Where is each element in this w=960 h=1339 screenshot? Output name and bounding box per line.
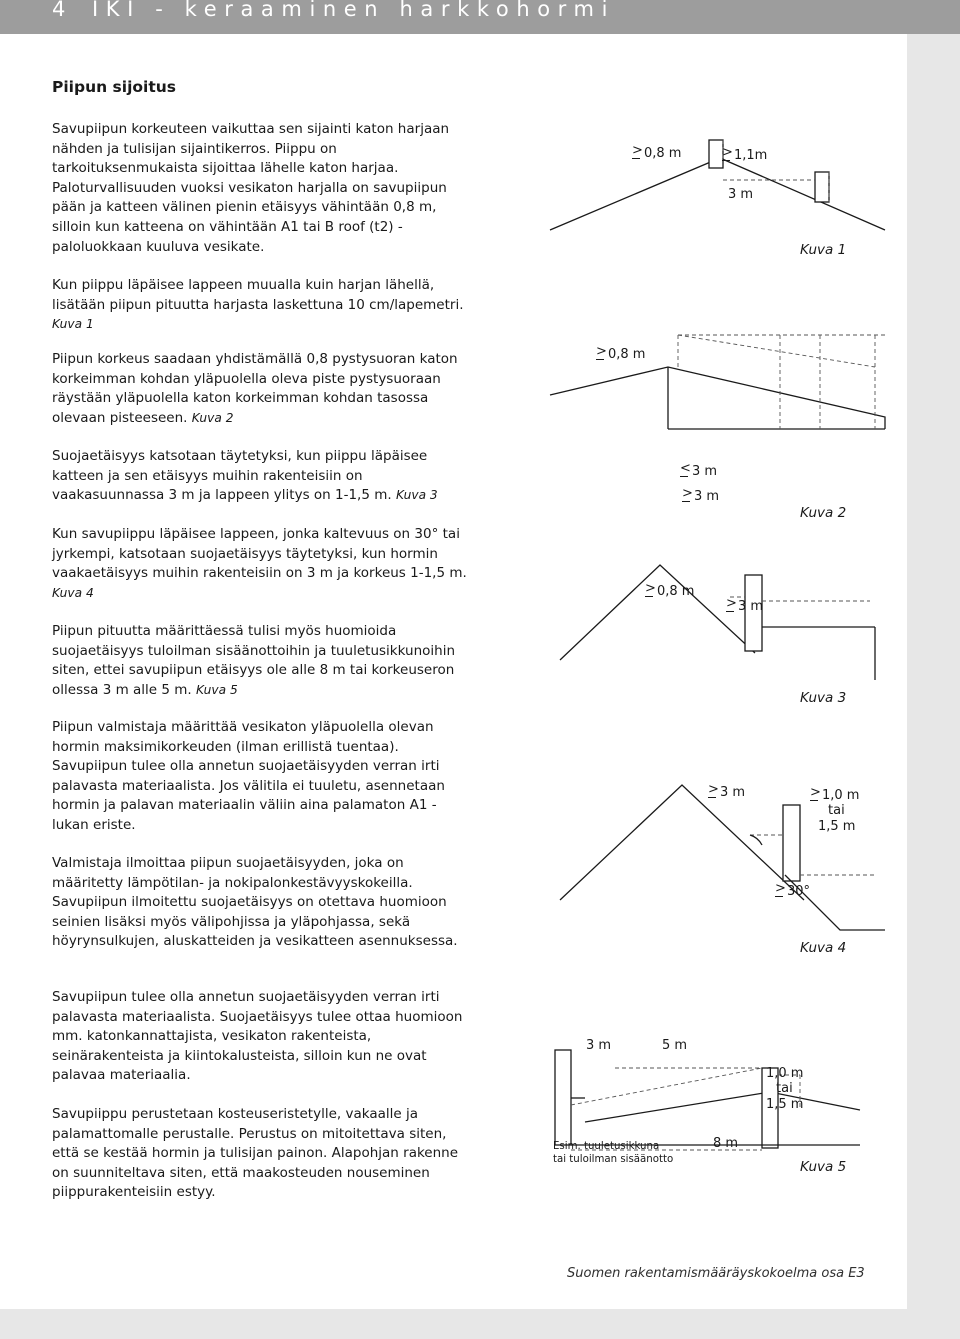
fig4-caption: Kuva 4 xyxy=(800,940,847,956)
right-margin-band xyxy=(907,34,960,1339)
figure-ref: Kuva 5 xyxy=(196,682,238,697)
paragraph-8-text: Valmistaja ilmoittaa piipun suojaetäisyyden, joka on määritetty lämpötilan- ja nokipalonkestävyyskokeilla. Savupiipun ilmoitettu suojaetäisyys on otettava huomioon seinien lisäksi myös välipohjissa ja yläpohjassa, sekä höyrynsulkujen, aluskatteiden ja vesikatteen asennuksessa. xyxy=(52,855,458,950)
fig1-label-a: >0,8 m xyxy=(632,145,681,161)
figure-ref: Kuva 4 xyxy=(52,585,94,600)
paragraph-10-text: Savupiippu perustetaan kosteuseristetylle, vakaalle ja palamattomalle perustalle. Perustus on mitoitettava siten, että se kestää hormin ja tulisijan painon. Alapohjan rakenne on suunniteltava siten, että maakosteuden nouseminen piippurakenteisiin estyy. xyxy=(52,1106,459,1201)
roof-outline xyxy=(550,367,885,429)
page-number: 4 xyxy=(52,0,68,21)
paragraph-2 xyxy=(52,276,472,335)
chimney-slope xyxy=(815,172,829,202)
fig1-caption: Kuva 1 xyxy=(800,242,847,258)
fig5-label-d: 8 m xyxy=(713,1136,739,1151)
fig2-label-b: <3 m xyxy=(680,463,717,479)
fig5-note-1: Esim. tuuletusikkuna xyxy=(553,1141,660,1152)
fig3-label-a: >0,8 m xyxy=(645,583,694,599)
figure-ref: Kuva 2 xyxy=(191,410,234,425)
fig5-label-b: 5 m xyxy=(662,1038,688,1053)
fig4-label-b1: > 1,0 m xyxy=(810,787,859,803)
footer-citation: Suomen rakentamismääräyskokoelma osa E3 xyxy=(567,1266,865,1281)
fig5-caption: Kuva 5 xyxy=(800,1159,847,1175)
fig4-label-b3: 1,5 m xyxy=(818,819,856,834)
bottom-band xyxy=(0,1309,960,1339)
paragraph-9-text: Savupiipun tulee olla annetun suojaetäisyyden verran irti palavasta materiaalista. Suojaetäisyys tulee ottaa huomioon mm. katonkannattajista, vesikaton rakenteista, seinärakenteista ja kiintokalusteista, silloin kun ne ovat palavaa materiaalia. xyxy=(52,989,463,1084)
fig3-label-b: >3 m xyxy=(726,598,763,614)
fig5-label-c1: 1,0 m xyxy=(766,1066,804,1081)
fig5-note-2: tai tuloilman sisäänotto xyxy=(553,1154,674,1165)
paragraph-6 xyxy=(52,622,472,700)
fig1-label-c: 3 m xyxy=(728,187,754,202)
figure-1-diagram xyxy=(540,120,910,270)
paragraph-10 xyxy=(52,1105,472,1203)
fig2-label-a: >0,8 m xyxy=(596,346,645,362)
paragraph-1 xyxy=(52,120,472,257)
paragraph-6-text: Piipun pituutta määrittäessä tulisi myös huomioida suojaetäisyys tuloilman sisäänottoihin ja tuuletusikkunoihin siten, ettei savupiipun etäisyys ole alle 8 m tai korkeuseron ollessa 3 m alle 5 m. xyxy=(52,623,456,698)
paragraph-1-text: Savupiipun korkeuteen vaikuttaa sen sijainti katon harjaan nähden ja tulisijan sijaintikerros. Piippu on tarkoituksenmukaista sijoittaa lähelle katon harjaa. Paloturvallisuuden vuoksi vesikaton harjalla on savupiipun pään ja katteen välinen pienin etäisyys vähintään 0,8 m, silloin kun katteena on vähintään A1 tai B roof (t2) - paloluokkaan kuuluva vesikate. xyxy=(52,121,450,255)
fig2-label-c: >3 m xyxy=(682,488,719,504)
chimney-ridge xyxy=(709,140,723,168)
paragraph-3-text: Piipun korkeus saadaan yhdistämällä 0,8 pystysuoran katon korkeimman kohdan yläpuolella oleva piste pystysuoraan räystään yläpuolella katon korkeimman kohdan tasossa olevaan pisteeseen. xyxy=(52,351,458,426)
building-wall xyxy=(555,1050,571,1145)
roof-outline xyxy=(585,1092,860,1122)
paragraph-4-text: Suojaetäisyys katsotaan täytetyksi, kun piippu läpäisee katteen ja sen etäisyys muihin rakenteisiin on vaakasuunnassa 3 m ja lappeen ylitys on 1-1,5 m. xyxy=(52,448,428,504)
section-title: Piipun sijoitus xyxy=(52,78,177,96)
angle-arc xyxy=(750,835,762,845)
paragraph-9 xyxy=(52,988,472,1086)
fig5-label-a: 3 m xyxy=(586,1038,612,1053)
paragraph-8 xyxy=(52,854,472,952)
chimney xyxy=(783,805,800,881)
header-title: IKI - keraaminen harkkohormi xyxy=(92,0,616,21)
roof-outline xyxy=(550,158,885,230)
page-header xyxy=(0,0,960,34)
fig2-caption: Kuva 2 xyxy=(800,505,847,521)
dim-line xyxy=(571,1068,762,1105)
paragraph-7-text: Piipun valmistaja määrittää vesikaton yläpuolella olevan hormin maksimikorkeuden (ilman erillistä tuentaa). Savupiipun tulee olla annetun suojaetäisyyden verran irti palavasta materiaalista. Jos välitila ei tuuletu, asennetaan hormin ja palavan materiaalin väliin aina palamaton A1 -lukan eriste. xyxy=(52,719,445,833)
fig4-label-c: >30° xyxy=(775,883,810,899)
slope-line xyxy=(678,335,875,367)
paragraph-3 xyxy=(52,350,472,428)
paragraph-2-text: Kun piippu läpäisee lappeen muualla kuin harjan lähellä, lisätään piipun pituutta harjasta laskettuna 10 cm/lapemetri. xyxy=(52,277,464,313)
fig5-label-c2: tai xyxy=(776,1081,793,1096)
paragraph-5 xyxy=(52,525,472,603)
fig3-caption: Kuva 3 xyxy=(800,690,847,706)
figure-2-diagram xyxy=(540,325,910,435)
paragraph-7 xyxy=(52,718,472,836)
fig4-label-a: >3 m xyxy=(708,784,745,800)
paragraph-4 xyxy=(52,447,472,506)
figure-ref: Kuva 3 xyxy=(395,488,438,503)
figure-3-diagram xyxy=(540,555,910,695)
fig5-label-c3: 1,5 m xyxy=(766,1097,804,1112)
roof-outline xyxy=(560,785,804,900)
figure-ref: Kuva 1 xyxy=(52,317,94,332)
paragraph-5-text: Kun savupiippu läpäisee lappeen, jonka kaltevuus on 30° tai jyrkempi, katsotaan suojaetäisyys täytetyksi, kun hormin vaakaetäisyys muihin rakenteisiin on 3 m ja korkeus 1-1,5 m. xyxy=(52,526,467,582)
fig4-label-b2: tai xyxy=(828,803,845,818)
fig1-label-b: > 1,1m xyxy=(722,147,767,163)
